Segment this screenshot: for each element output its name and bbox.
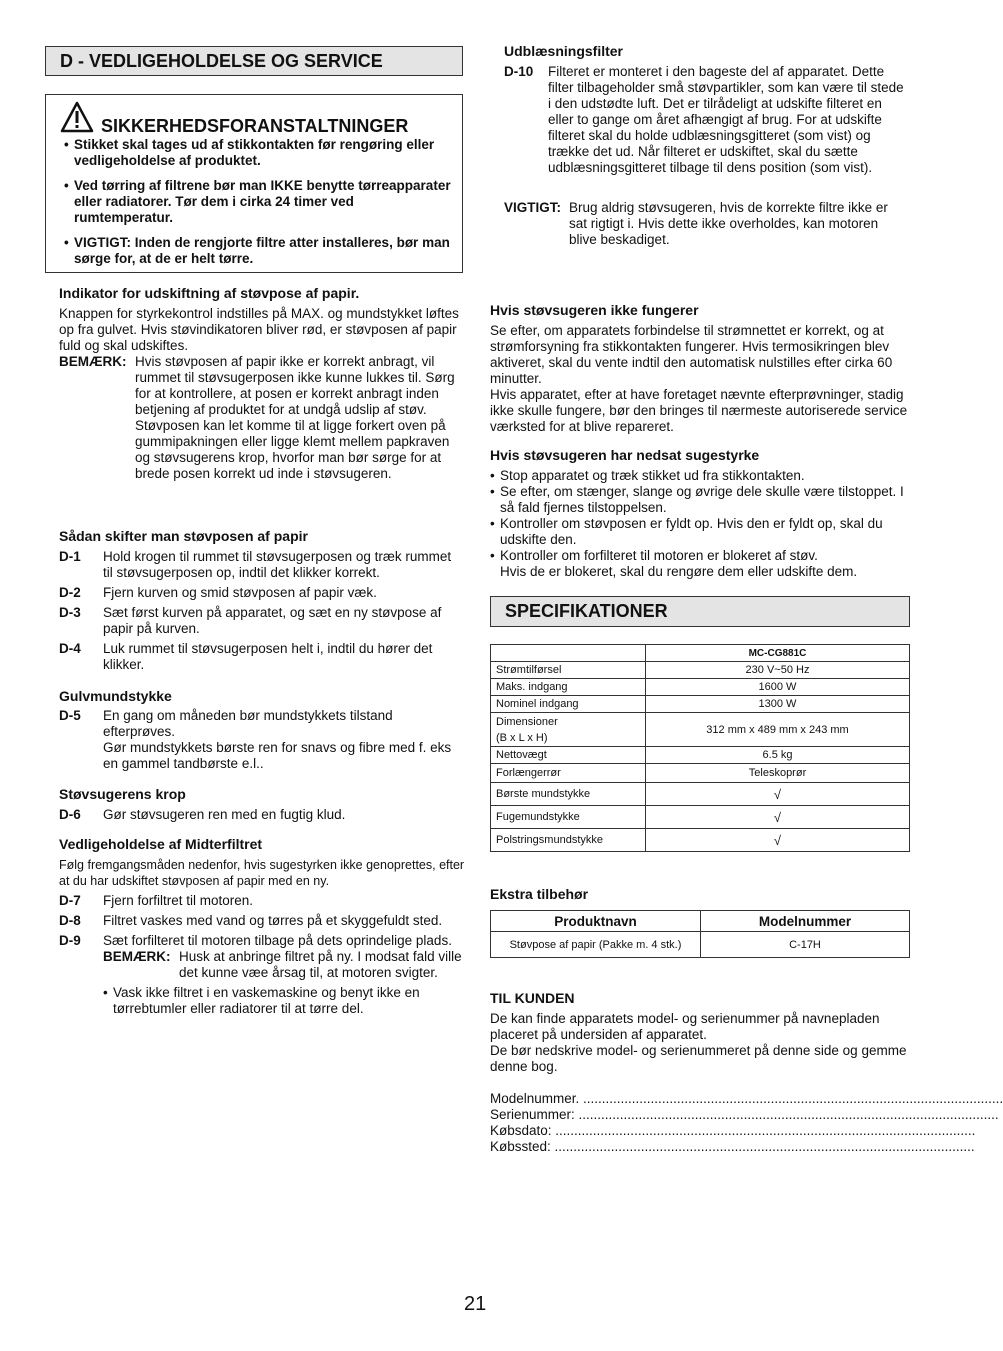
accessories-heading: Ekstra tilbehør — [490, 886, 589, 902]
note-label: BEMÆRK: — [59, 354, 127, 369]
step-label: D-4 — [59, 641, 81, 656]
safety-box — [45, 94, 463, 273]
spec-name: Dimensioner (B x L x H) — [491, 713, 646, 747]
exhaust-heading: Udblæsningsfilter — [504, 43, 624, 59]
safety-item: • Ved tørring af filtrene bør man IKKE benytte tørreapparater eller radiatorer. Tør dem i cirka 24 timer ved rumtemperatur. — [64, 178, 451, 225]
warning-icon — [60, 101, 94, 133]
spec-value: 312 mm x 489 mm x 243 mm — [646, 713, 910, 747]
reduced-bullet: • Kontroller om forfilteret til motoren er blokeret af støv. — [490, 548, 818, 563]
reduced-bullet: • Stop apparatet og træk stikket ud fra stikkontakten. — [490, 468, 805, 483]
reduced-bullet: • Se efter, om stænger, slange og øvrige dele skulle være tilstoppet. I så fald fjernes tilstoppelsen. — [490, 484, 904, 515]
spec-name: Nominel indgang — [491, 696, 646, 713]
step-label: D-7 — [59, 893, 81, 908]
customer-field-place: Købssted: ................................................................................................................ — [490, 1139, 975, 1154]
step-text: Gør støvsugeren ren med en fugtig klud. — [103, 807, 346, 822]
step-label: D-9 — [59, 933, 81, 948]
spec-name: Børste mundstykke — [491, 783, 646, 806]
spec-header-blank — [491, 645, 646, 662]
spec-value: √ — [646, 829, 910, 852]
customer-field-date: Købsdato: ................................................................................................................ — [490, 1123, 976, 1138]
reduced-bullet: • Kontroller om støvposen er fyldt op. Hvis den er fyldt op, skal du udskifte den. — [490, 516, 883, 547]
step-text: Fjern forfiltret til motoren. — [103, 893, 254, 908]
not-working-text: Se efter, om apparatets forbindelse til strømnettet er korrekt, og at strømforsyning fra stikkontakten fungerer. Hvis termosikringen blev aktiveret, skal du vente indtil den automatisk nulstilles efter cirka 60 minutter. — [490, 323, 893, 386]
step-label: D-10 — [504, 64, 534, 79]
step-label: D-1 — [59, 549, 81, 564]
spec-table — [490, 644, 910, 852]
spec-value: 1600 W — [646, 679, 910, 696]
safety-title: SIKKERHEDSFORANSTALTNINGER — [101, 116, 409, 136]
spec-value: √ — [646, 806, 910, 829]
spec-name: Maks. indgang — [491, 679, 646, 696]
spec-name: Forlængerrør — [491, 764, 646, 783]
step-label: D-8 — [59, 913, 81, 928]
important-text: Brug aldrig støvsugeren, hvis de korrekte filtre ikke er sat rigtigt i. Hvis dette ikke overholdes, kan motoren blive beskadiget. — [569, 200, 888, 247]
step-text: Sæt forfilteret til motoren tilbage på dets oprindelige plads. — [103, 933, 452, 948]
spec-name: Fugemundstykke — [491, 806, 646, 829]
step-text: En gang om måneden bør mundstykkets tilstand efterprøves. — [103, 708, 393, 739]
spec-name: Strømtilførsel — [491, 662, 646, 679]
reduced-tail: Hvis de er blokeret, skal du rengøre dem eller udskifte dem. — [500, 564, 858, 579]
indicator-note: Støvposen kan let komme til at ligge forkert oven på gummipakningen eller ligge klemt mellem papkraven og støvsugerens krop, hvorfor man bør sørge for at brede posen korrekt ud inde i støvsugeren. — [135, 418, 450, 481]
step-label: D-3 — [59, 605, 81, 620]
spec-model-header: MC-CG881C — [646, 645, 910, 662]
not-working-heading: Hvis støvsugeren ikke fungerer — [490, 302, 699, 318]
step-text: Fjern kurven og smid støvposen af papir væk. — [103, 585, 377, 600]
indicator-text: Knappen for styrkekontrol indstilles på MAX. og mundstykket løftes op fra gulvet. Hvis støvindikatoren bliver rød, er støvposen af papir fuld og skal udskiftes. — [59, 306, 459, 353]
spec-value: √ — [646, 783, 910, 806]
step-label: D-6 — [59, 807, 81, 822]
not-working-text: Hvis apparatet, efter at have foretaget nævnte efterprøvninger, stadig ikke skulle fungere, bør den bringes til nærmeste autoriserede service værksted for at blive repareret. — [490, 387, 908, 434]
indicator-note: Hvis støvposen af papir ikke er korrekt anbragt, vil rummet til støvsugerposen ikke kunne lukkes til. Sørg for at kontrollere, at posen er korrekt anbragt inden betjening af produktet for at undgå udslip af støv. — [135, 354, 455, 417]
mid-filter-heading: Vedligeholdelse af Midterfiltret — [59, 836, 263, 852]
indicator-heading: Indikator for udskiftning af støvpose af papir. — [59, 285, 360, 301]
customer-text: De kan finde apparatets model- og serienummer på navnepladen placeret på undersiden af apparatet. — [490, 1011, 880, 1042]
spec-value: Teleskoprør — [646, 764, 910, 783]
accessory-model: C-17H — [701, 932, 910, 958]
spec-name: Polstringsmundstykke — [491, 829, 646, 852]
accessory-product: Støvpose af papir (Pakke m. 4 stk.) — [491, 932, 701, 958]
safety-item: • VIGTIGT: Inden de rengjorte filtre atter installeres, bør man sørge for, at de er helt tørre. — [64, 235, 450, 266]
step-label: D-2 — [59, 585, 81, 600]
accessories-col-product: Produktnavn — [491, 911, 701, 932]
reduced-suction-heading: Hvis støvsugeren har nedsat sugestyrke — [490, 447, 760, 463]
mid-filter-bullet: • Vask ikke filtret i en vaskemaskine og benyt ikke en tørrebtumler eller radiatorer til at tørre del. — [103, 985, 420, 1016]
customer-text: De bør nedskrive model- og serienummeret på denne side og gemme denne bog. — [490, 1043, 907, 1074]
customer-heading: TIL KUNDEN — [490, 990, 575, 1006]
mid-filter-intro: Følg fremgangsmåden nedenfor, hvis sugestyrken ikke genoprettes, efter at du har udskiftet støvposen af papir med en ny. — [59, 858, 465, 888]
accessories-col-model: Modelnummer — [701, 911, 910, 932]
safety-item: • Stikket skal tages ud af stikkontakten før rengøring eller vedligeholdelse af produktet. — [64, 137, 435, 168]
spec-value: 6.5 kg — [646, 747, 910, 764]
customer-field-serial: Serienummer: ................................................................................................................ — [490, 1107, 999, 1122]
step-text: Filtret vaskes med vand og tørres på et skyggefuldt sted. — [103, 913, 443, 928]
spec-value: 230 V~50 Hz — [646, 662, 910, 679]
step-text: Luk rummet til støvsugerposen helt i, indtil du hører det klikker. — [103, 641, 433, 672]
floor-nozzle-heading: Gulvmundstykke — [59, 688, 172, 704]
page-number: 21 — [464, 1293, 487, 1315]
step-text: Hold krogen til rummet til støvsugerposen og træk rummet til støvsugerposen op, indtil det klikker korrekt. — [103, 549, 452, 580]
step-label: D-5 — [59, 708, 81, 723]
customer-field-model: Modelnummer. ................................................................................................................ — [490, 1091, 1003, 1106]
exhaust-text: Filteret er monteret i den bageste del af apparatet. Dette filter tilbageholder små støvpartikler, som kan være til stede i den udstødte luft. Det er tilrådeligt at udskifte filteret en eller to gange om året afhængigt af brug. For at udskifte filteret skal du holde udblæsningsgitteret (som vist) og trække det ud. Når filteret er udskiftet, skal du sætte udblæsningsgitteret tilbage til dens position (som vist). — [548, 64, 904, 175]
step-text: Gør mundstykkets børste ren for snavs og fibre med f. eks en gammel tandbørste e.l.. — [103, 740, 452, 771]
section-title-maintenance: D - VEDLIGEHOLDELSE OG SERVICE — [45, 46, 463, 76]
accessories-table — [490, 910, 910, 958]
note-label: BEMÆRK: — [103, 949, 171, 964]
step-text: Sæt først kurven på apparatet, og sæt en ny støvpose af papir på kurven. — [103, 605, 442, 636]
section-title-specifications: SPECIFIKATIONER — [490, 596, 910, 627]
change-bag-heading: Sådan skifter man støvposen af papir — [59, 528, 308, 544]
body-heading: Støvsugerens krop — [59, 786, 186, 802]
important-label: VIGTIGT: — [504, 200, 561, 215]
spec-name: Nettovægt — [491, 747, 646, 764]
mid-filter-note: Husk at anbringe filtret på ny. I modsat fald ville det kunne væe årsag til, at motoren svigter. — [179, 949, 462, 980]
spec-value: 1300 W — [646, 696, 910, 713]
